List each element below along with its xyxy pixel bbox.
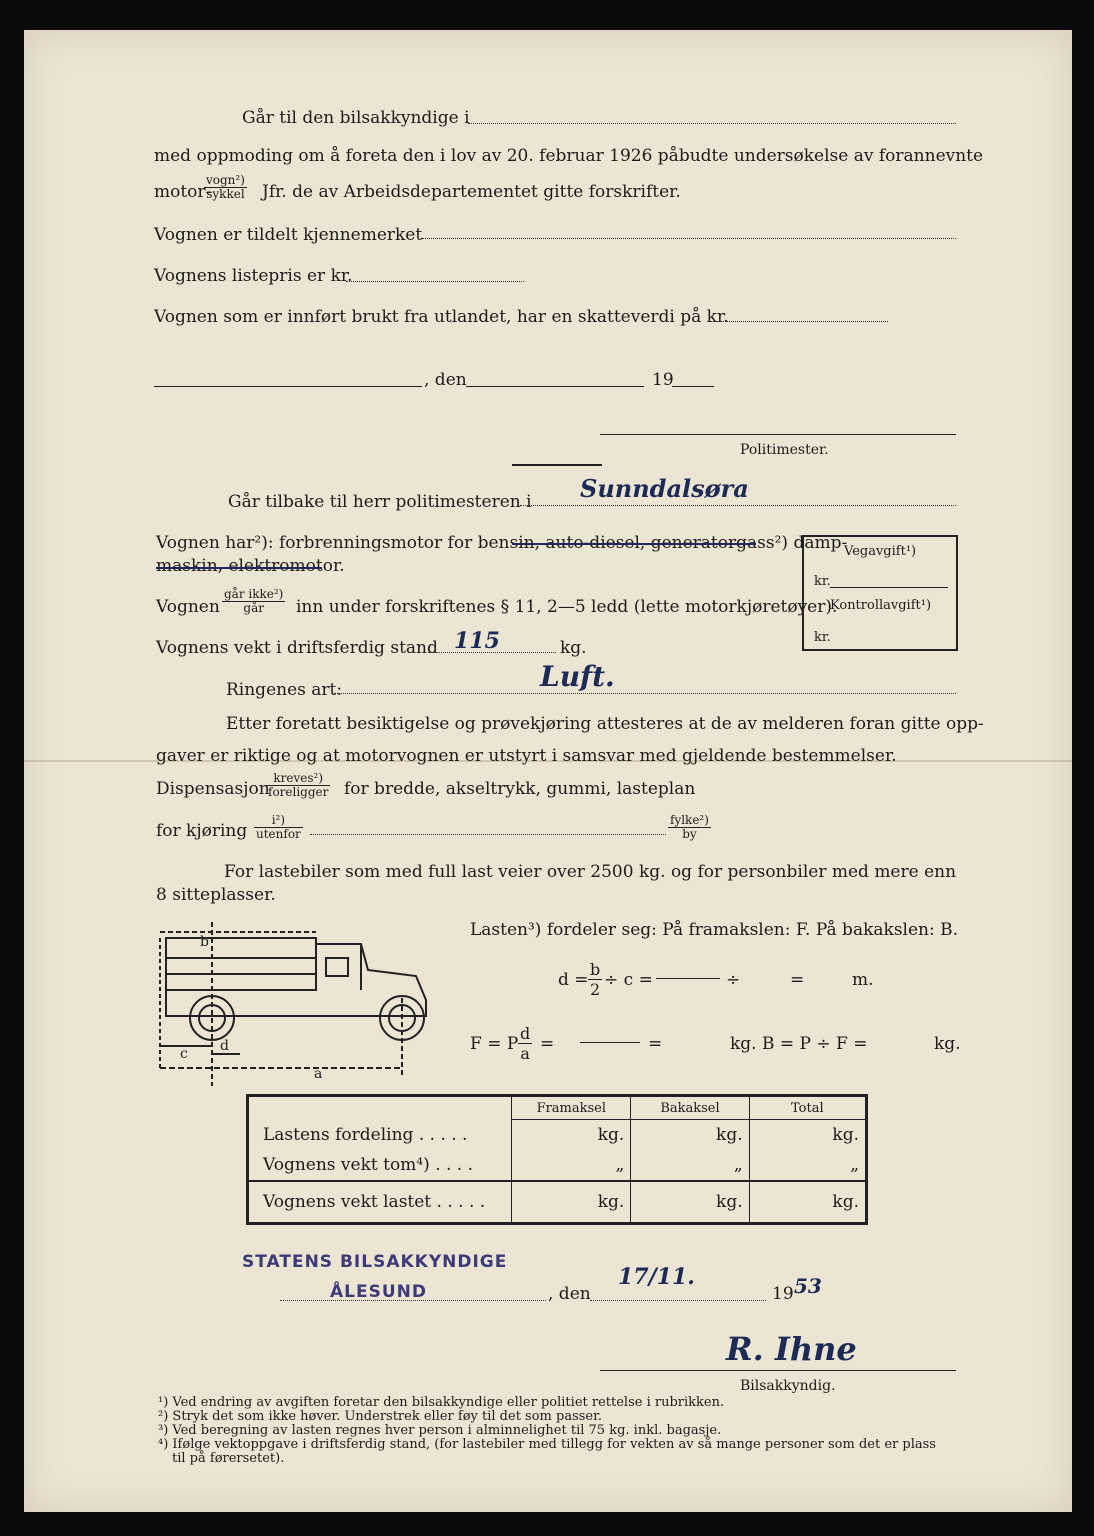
weight-unit: kg. <box>560 638 587 658</box>
truck-diagram <box>156 918 436 1086</box>
d-meter-unit: m. <box>852 970 874 990</box>
engine-type-line1: Vognen har²): forbrenningsmotor for bensin, auto-diesel, generatorgass²) damp- <box>156 533 848 553</box>
stamp-line1: STATENS BILSAKKYNDIGE <box>242 1252 508 1272</box>
table-header-row <box>248 1096 867 1120</box>
dispensation-fraction: kreves²) foreligger <box>268 771 329 799</box>
police-place-handwriting: Sunndalsøra <box>580 474 749 503</box>
table-row <box>248 1120 867 1151</box>
weight-distribution-table <box>246 1094 868 1225</box>
header-bakaksel: Bakaksel <box>631 1096 749 1120</box>
attest-line2: gaver er riktige og at motorvognen er utstyrt i samsvar med gjeldende bestemmelser. <box>156 746 897 766</box>
b-over-2-fraction: $\frac{b}{2}$ <box>590 960 601 999</box>
d-over-a-fraction: $\frac{d}{a}$ <box>520 1024 531 1063</box>
engine-type-line2: maskin, elektromotor. <box>156 556 345 576</box>
road-tax-field[interactable] <box>830 587 948 588</box>
year-field[interactable] <box>672 386 714 387</box>
expert-place-field[interactable] <box>468 123 956 124</box>
minus-c-label: ÷ c = <box>604 970 653 990</box>
drive-fraction: i²) utenfor <box>256 813 301 841</box>
motor-fraction: vogn²) sykkel <box>206 173 245 201</box>
date-field[interactable] <box>466 386 644 387</box>
den-label: , den <box>424 370 467 390</box>
year-handwriting: 53 <box>794 1274 822 1298</box>
f-eq-sign1: = <box>540 1034 555 1054</box>
row-label: Vognens vekt lastet . . . . . <box>248 1181 512 1224</box>
light-vehicle-prefix: Vognen <box>156 597 220 617</box>
motor-prefix: motor- <box>154 182 212 202</box>
signature-den-label: , den <box>548 1284 591 1304</box>
regulations-text: Jfr. de av Arbeidsdepartementet gitte forskrifter. <box>262 182 681 202</box>
control-fee-label: Kontrollavgift¹) <box>830 598 932 613</box>
weight-handwriting: 115 <box>454 628 500 654</box>
dispensation-prefix: Dispensasjon <box>156 779 270 799</box>
plate-field[interactable] <box>422 238 956 239</box>
table-cell[interactable]: kg. <box>512 1120 631 1151</box>
expert-place-field-bottom[interactable] <box>280 1300 546 1301</box>
table-row <box>248 1150 867 1181</box>
trucks-line1: For lastebiler som med full last veier over 2500 kg. og for personbiler med mere enn <box>224 862 957 882</box>
police-signature-line[interactable] <box>600 434 956 435</box>
row-label: Vognens vekt tom⁴) . . . . <box>263 1155 473 1175</box>
footnote-4-cont: til på førersetet). <box>172 1451 285 1466</box>
table-cell[interactable]: kg. <box>631 1181 749 1224</box>
diagram-a-label: a <box>314 1066 323 1082</box>
d-equation-label: d = <box>558 970 589 990</box>
back-to-police-label: Går tilbake til herr politimesteren i <box>228 492 532 512</box>
trucks-line2: 8 sitteplasser. <box>156 885 276 905</box>
road-tax-label: Vegavgift¹) <box>844 544 917 559</box>
place-field[interactable] <box>154 386 422 387</box>
footnote-3: ³) Ved beregning av lasten regnes hver person i alminnelighet til 75 kg. inkl. bagasje. <box>158 1423 722 1438</box>
header-total: Total <box>749 1096 866 1120</box>
footnote-2: ²) Stryk det som ikke høver. Understrek eller føy til det som passer. <box>158 1409 603 1424</box>
list-price-field[interactable] <box>346 281 524 282</box>
expert-signature-handwriting: R. Ihne <box>726 1330 857 1368</box>
tyres-label: Ringenes art: <box>226 680 343 700</box>
import-value-label: Vognen som er innført brukt fra utlandet, har en skatteverdi på kr. <box>154 307 729 327</box>
expert-role-label: Bilsakkyndig. <box>740 1378 836 1394</box>
section-divider <box>512 464 602 466</box>
police-place-field[interactable] <box>520 505 956 506</box>
date-handwriting: 17/11. <box>618 1264 695 1290</box>
light-vehicle-text: inn under forskriftenes § 11, 2—5 ledd (lette motorkjøretøyer). <box>296 597 838 617</box>
weight-label: Vognens vekt i driftsferdig stand <box>156 638 438 658</box>
tyres-field[interactable] <box>334 693 956 694</box>
table-row <box>248 1181 867 1224</box>
b-equation-label: kg. B = P ÷ F = <box>730 1034 868 1054</box>
row-label: Lastens fordeling . . . . . <box>263 1124 468 1145</box>
table-cell[interactable]: „ <box>512 1150 631 1181</box>
d-div-sign: ÷ <box>726 970 741 990</box>
b-kg-unit: kg. <box>934 1034 961 1054</box>
county-field[interactable] <box>310 834 666 835</box>
d-value-field[interactable] <box>656 978 720 979</box>
signature-year-prefix: 19 <box>772 1284 794 1304</box>
list-price-label: Vognens listepris er kr. <box>154 266 353 286</box>
diagram-d-label: d <box>220 1038 229 1054</box>
d-eq-sign: = <box>790 970 805 990</box>
road-tax-kr: kr. <box>814 574 831 589</box>
drive-prefix: for kjøring <box>156 821 248 841</box>
table-cell[interactable]: kg. <box>749 1120 866 1151</box>
diagram-b-label: b <box>200 934 209 950</box>
control-fee-kr: kr. <box>814 630 831 645</box>
f-eq-sign2: = <box>648 1034 663 1054</box>
year-label: 19 <box>652 370 674 390</box>
table-cell[interactable]: kg. <box>631 1120 749 1151</box>
footnote-4: ⁴) Ifølge vektoppgave i driftsferdig stand, (for lastebiler med tillegg for vekten av så mange personer som det er plass <box>158 1437 936 1452</box>
footnote-1: ¹) Ved endring av avgiften foretar den bilsakkyndige eller politiet rettelse i rubrikken. <box>158 1395 725 1410</box>
expert-signature-line[interactable] <box>600 1370 956 1371</box>
header-framaksel: Framaksel <box>512 1096 631 1120</box>
load-distribution-text: Lasten³) fordeler seg: På framakslen: F. På bakakslen: B. <box>470 920 959 940</box>
import-value-field[interactable] <box>710 321 888 322</box>
light-vehicle-fraction: går ikke²) går <box>224 587 284 615</box>
tyres-handwriting: Luft. <box>540 660 615 693</box>
attest-line1: Etter foretatt besiktigelse og prøvekjøring attesteres at de av melderen foran gitte opp- <box>226 714 984 734</box>
table-cell[interactable]: „ <box>749 1150 866 1181</box>
f-value-field[interactable] <box>580 1042 640 1043</box>
dispensation-text: for bredde, akseltrykk, gummi, lasteplan <box>344 779 696 799</box>
stamp-line2: ÅLESUND <box>330 1282 427 1302</box>
table-cell[interactable]: kg. <box>512 1181 631 1224</box>
plate-label: Vognen er tildelt kjennemerket <box>154 225 423 245</box>
truck-cab <box>166 944 426 1016</box>
goes-to-expert-label: Går til den bilsakkyndige i <box>242 108 470 128</box>
table-cell[interactable]: „ <box>631 1150 749 1181</box>
f-equation-label: F = P <box>470 1034 519 1054</box>
truck-cargo-bed <box>166 938 316 990</box>
strike-auto-diesel <box>512 543 756 545</box>
strike-elektromotor <box>156 567 322 569</box>
signature-date-field[interactable] <box>590 1300 766 1301</box>
request-text: med oppmoding om å foreta den i lov av 20. februar 1926 påbudte undersøkelse av forannevnte <box>154 146 984 166</box>
table-cell[interactable]: kg. <box>749 1181 866 1224</box>
diagram-c-label: c <box>180 1046 188 1062</box>
county-fraction: fylke²) by <box>670 813 709 841</box>
police-chief-label: Politimester. <box>740 442 829 458</box>
